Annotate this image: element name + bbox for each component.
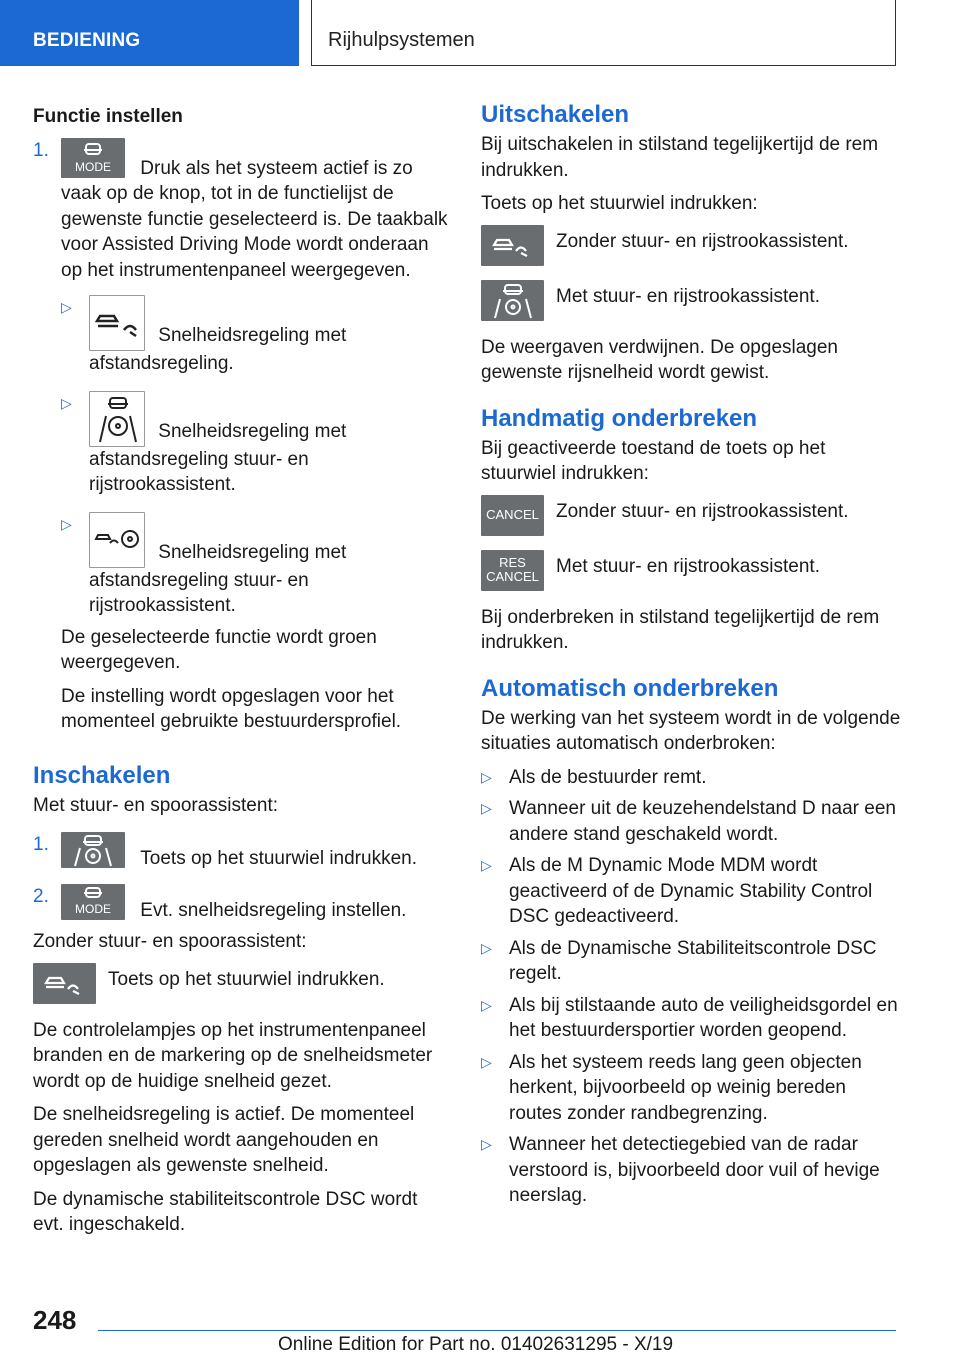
list-item [481,936,901,987]
off-option-text: Met stuur- en rijstrookassistent. [556,285,820,307]
mode-button-icon [61,884,125,920]
cancel-label: CANCEL [486,568,539,584]
para-dsc: De dynamische stabiliteitscontrole DSC wordt evt. ingeschakeld. [33,1188,418,1235]
bullet-icon: ▷ [481,768,492,785]
with-assist-label: Met stuur- en spoorassistent: [33,794,278,816]
steering-assist-button-icon [61,832,125,868]
heading-manual-interrupt: Handmatig onderbreken [481,404,758,432]
steering-assist-button-icon [481,280,544,321]
option-text: Snelheidsregeling met afstandsregeling stuur- en rijstrookassistent. [89,541,347,616]
manual-option-2 [481,550,901,591]
auto-list [481,765,901,1209]
list-item [481,1050,901,1127]
heading-auto-interrupt: Automatisch onderbreken [481,674,779,702]
mode-label: MODE [75,159,111,174]
option-acc [33,295,448,377]
on-step-2 [33,884,448,924]
step-text: Toets op het stuurwiel indrukken. [140,848,417,869]
without-assist-text: Toets op het stuurwiel indrukken. [108,968,385,990]
cancel-button-icon [481,495,544,536]
step-number: 2. [33,885,49,907]
bullet-icon: ▷ [61,515,72,532]
bullet-icon: ▷ [61,394,72,411]
on-step-1 [33,832,448,872]
bullet-icon: ▷ [481,1053,492,1070]
para-indicators: De controlelampjes op het instrumentenpaneel branden en de markering op de snelheidsmeter wordt op de huidige snelheid gezet. [33,1019,433,1092]
section-title: BEDIENING [33,30,141,51]
acc-button-icon [481,225,544,266]
step-1 [33,138,448,284]
chapter-box [311,0,896,66]
acc-display-icon [89,295,145,351]
manual-option-1 [481,495,901,536]
step-number: 1. [33,139,49,161]
step-text: Evt. snelheidsregeling instellen. [140,899,407,921]
without-assist-label: Zonder stuur- en spoorassistent: [33,931,307,952]
heading-switch-on: Inschakelen [33,761,171,789]
bullet-icon: ▷ [481,1136,492,1152]
page-number: 248 [33,1305,77,1335]
acc-steering-display-icon [89,391,145,447]
off-result-text: De weergaven verdwijnen. De opgeslagen gewenste rijsnelheid wordt gewist. [481,336,839,383]
manual-brake-text: Bij onderbreken in stilstand tegelijkertijd de rem indrukken. [481,606,880,653]
acc-steering-combined-icon [89,512,145,568]
option-text: Snelheidsregeling met afstandsregeling stuur- en rijstrookassistent. [89,420,347,495]
off-press-text: Toets op het stuurwiel indrukken: [481,193,758,214]
acc-button-icon [33,963,96,1004]
list-item [481,853,901,930]
list-item-text: Als de M Dynamic Mode MDM wordt geactiveerd of de Dynamic Stability Control DSC gedeactiveerd. [509,855,873,927]
list-item-text: Wanneer het detectiegebied van de radar verstoord is, bijvoorbeeld door vuil of hevige neerslag. [509,1134,880,1206]
section-tab [0,0,299,66]
list-item [481,796,901,847]
off-option-text: Zonder stuur- en rijstrookassistent. [556,230,849,252]
right-column [481,100,901,1215]
res-cancel-button-icon [481,550,544,591]
list-item-text: Als de bestuurder remt. [509,766,707,788]
list-item [481,1132,901,1209]
bullet-icon: ▷ [481,996,492,1013]
cancel-label: CANCEL [486,506,539,522]
option-acc-steering-alt [33,512,448,619]
list-item-text: Als de Dynamische Stabiliteitscontrole DSC regelt. [509,937,877,984]
list-item [481,765,901,791]
manual-option-text: Met stuur- en rijstrookassistent. [556,555,820,577]
footer-divider [98,1330,896,1331]
chapter-title: Rijhulpsystemen [328,29,475,51]
para-active: De snelheidsregeling is actief. De momenteel gereden snelheid wordt aangehouden en opgeslagen als gewenste snelheid. [33,1104,415,1176]
without-assist-row [33,963,448,1004]
bullet-icon: ▷ [61,299,72,315]
step-text: Druk als het systeem actief is zo vaak op de knop, tot in de functielijst de gewenste functie geselecteerd is. De taakbalk voor Assisted Driving Mode wordt onderaan op het instrumentenpaneel weergegeven. [61,157,448,281]
manual-press-text: Bij geactiveerde toestand de toets op het stuurwiel indrukken: [481,437,826,484]
list-item-text: Als bij stilstaande auto de veiligheidsgordel en het bestuurdersportier worden geopend. [509,994,898,1041]
list-item-text: Als het systeem reeds lang geen objecten herkent, bijvoorbeeld op weinig bereden routes zonder randbegrenzing. [509,1051,862,1124]
off-brake-text: Bij uitschakelen in stilstand tegelijkertijd de rem indrukken. [481,134,879,181]
mode-label: MODE [75,901,111,916]
list-item-text: Wanneer uit de keuzehendelstand D naar een andere stand geschakeld wordt. [509,798,896,845]
profile-saved-text: De instelling wordt opgeslagen voor het momenteel gebruikte bestuurdersprofiel. [61,685,402,732]
mode-button-icon [61,138,125,178]
auto-intro-text: De werking van het systeem wordt in de volgende situaties automatisch onderbroken: [481,707,901,754]
step-number: 1. [33,834,49,855]
left-column [33,100,448,1246]
off-option-1 [481,225,901,266]
bullet-icon: ▷ [481,939,492,956]
bullet-icon: ▷ [481,857,492,873]
list-item [481,993,901,1044]
subheading-function-settings: Functie instellen [33,106,183,127]
heading-switch-off: Uitschakelen [481,101,630,128]
footer-edition: Online Edition for Part no. 01402631295 - X/19 [278,1334,674,1355]
option-text: Snelheidsregeling met afstandsregeling. [89,325,347,374]
manual-option-text: Zonder stuur- en rijstrookassistent. [556,500,849,522]
off-option-2 [481,280,901,321]
option-acc-steering [33,391,448,498]
bullet-icon: ▷ [481,800,492,816]
selected-green-text: De geselecteerde functie wordt groen weergegeven. [61,626,377,673]
res-label: RES [499,554,526,570]
